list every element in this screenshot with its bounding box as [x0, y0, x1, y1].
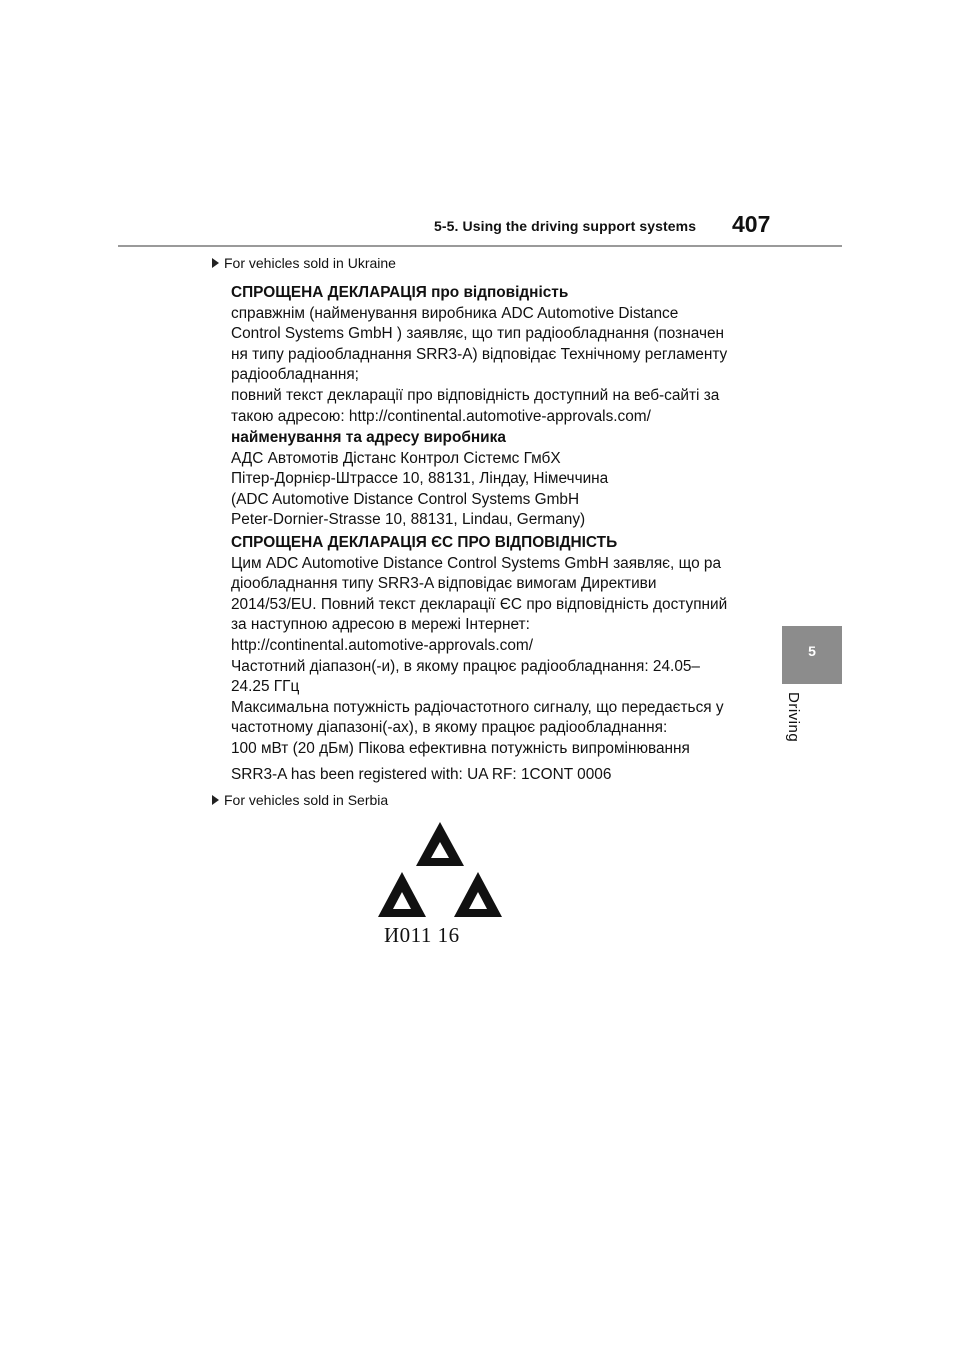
triangle-top-icon [416, 822, 464, 866]
chapter-label: Driving [785, 692, 802, 743]
eu-declaration-line: за наступною адресою в мережі Інтернет: [231, 616, 530, 634]
bullet-serbia-text: For vehicles sold in Serbia [224, 792, 389, 808]
declaration-line: справжнім (найменування виробника ADC Automotive Distance [231, 304, 679, 322]
arrow-icon [212, 795, 219, 805]
declaration-line: повний текст декларації про відповідність доступний на веб-сайті за [231, 386, 720, 404]
registration-line: SRR3-A has been registered with: UA RF: 1CONT 0006 [231, 766, 612, 783]
bullet-ukraine-text: For vehicles sold in Ukraine [224, 255, 396, 271]
eu-declaration-line: частотному діапазоні(-ах), в якому працює радіообладнання: [231, 719, 668, 737]
manufacturer-line: АДС Автомотів Дістанс Контрол Сістемс ГмбХ [231, 449, 561, 467]
manufacturer-line: (ADC Automotive Distance Control Systems GmbH [231, 490, 580, 508]
eu-declaration-line: діообладнання типу SRR3-A відповідає вимогам Директиви [231, 575, 657, 593]
mark-code: И011 16 [384, 923, 460, 947]
arrow-icon [212, 258, 219, 268]
eu-declaration-line: 2014/53/EU. Повний текст декларації ЄС про відповідність доступний [231, 595, 728, 613]
declaration-title: СПРОЩЕНА ДЕКЛАРАЦІЯ про відповідність [231, 284, 569, 301]
manufacturer-line: Peter-Dornier-Strasse 10, 88131, Lindau, Germany) [231, 511, 586, 529]
eu-declaration-line: Цим ADC Automotive Distance Control Systems GmbH заявляє, що ра [231, 554, 722, 572]
bullet-ukraine [212, 255, 396, 271]
page-number: 407 [732, 211, 771, 237]
declaration-line: ня типу радіообладнання SRR3-A) відповідає Технічному регламенту [231, 345, 728, 363]
triangle-right-icon [454, 872, 502, 917]
eu-declaration-title: СПРОЩЕНА ДЕКЛАРАЦІЯ ЄС ПРО ВІДПОВІДНІСТЬ [231, 534, 618, 551]
eu-declaration-line: 100 мВт (20 дБм) Пікова ефективна потужність випромінювання [231, 739, 690, 757]
header-divider [118, 245, 842, 247]
bullet-serbia [212, 792, 388, 808]
manufacturer-line: Пітер-Дорнієр-Штрассе 10, 88131, Ліндау, Німеччина [231, 470, 609, 488]
declaration-line: Control Systems GmbH ) заявляє, що тип радіообладнання (позначен [231, 325, 725, 343]
declaration-line: радіообладнання; [231, 366, 359, 384]
eu-declaration-line: http://continental.automotive-approvals.com/ [231, 636, 533, 654]
eu-declaration-line: Частотний діапазон(-и), в якому працює радіообладнання: 24.05– [231, 657, 700, 675]
triangle-left-icon [378, 872, 426, 917]
manufacturer-title: найменування та адресу виробника [231, 429, 506, 446]
eu-declaration-block [231, 533, 776, 760]
chapter-tab-number: 5 [808, 643, 816, 659]
eu-declaration-line: Максимальна потужність радіочастотного сигналу, що передається у [231, 698, 724, 716]
chapter-tab [782, 626, 842, 684]
declaration-block [231, 283, 776, 427]
declaration-line: такою адресою: http://continental.automotive-approvals.com/ [231, 407, 651, 425]
eu-declaration-line: 24.25 ГГц [231, 678, 300, 696]
manufacturer-block [231, 428, 776, 531]
section-title: 5-5. Using the driving support systems [434, 218, 697, 234]
